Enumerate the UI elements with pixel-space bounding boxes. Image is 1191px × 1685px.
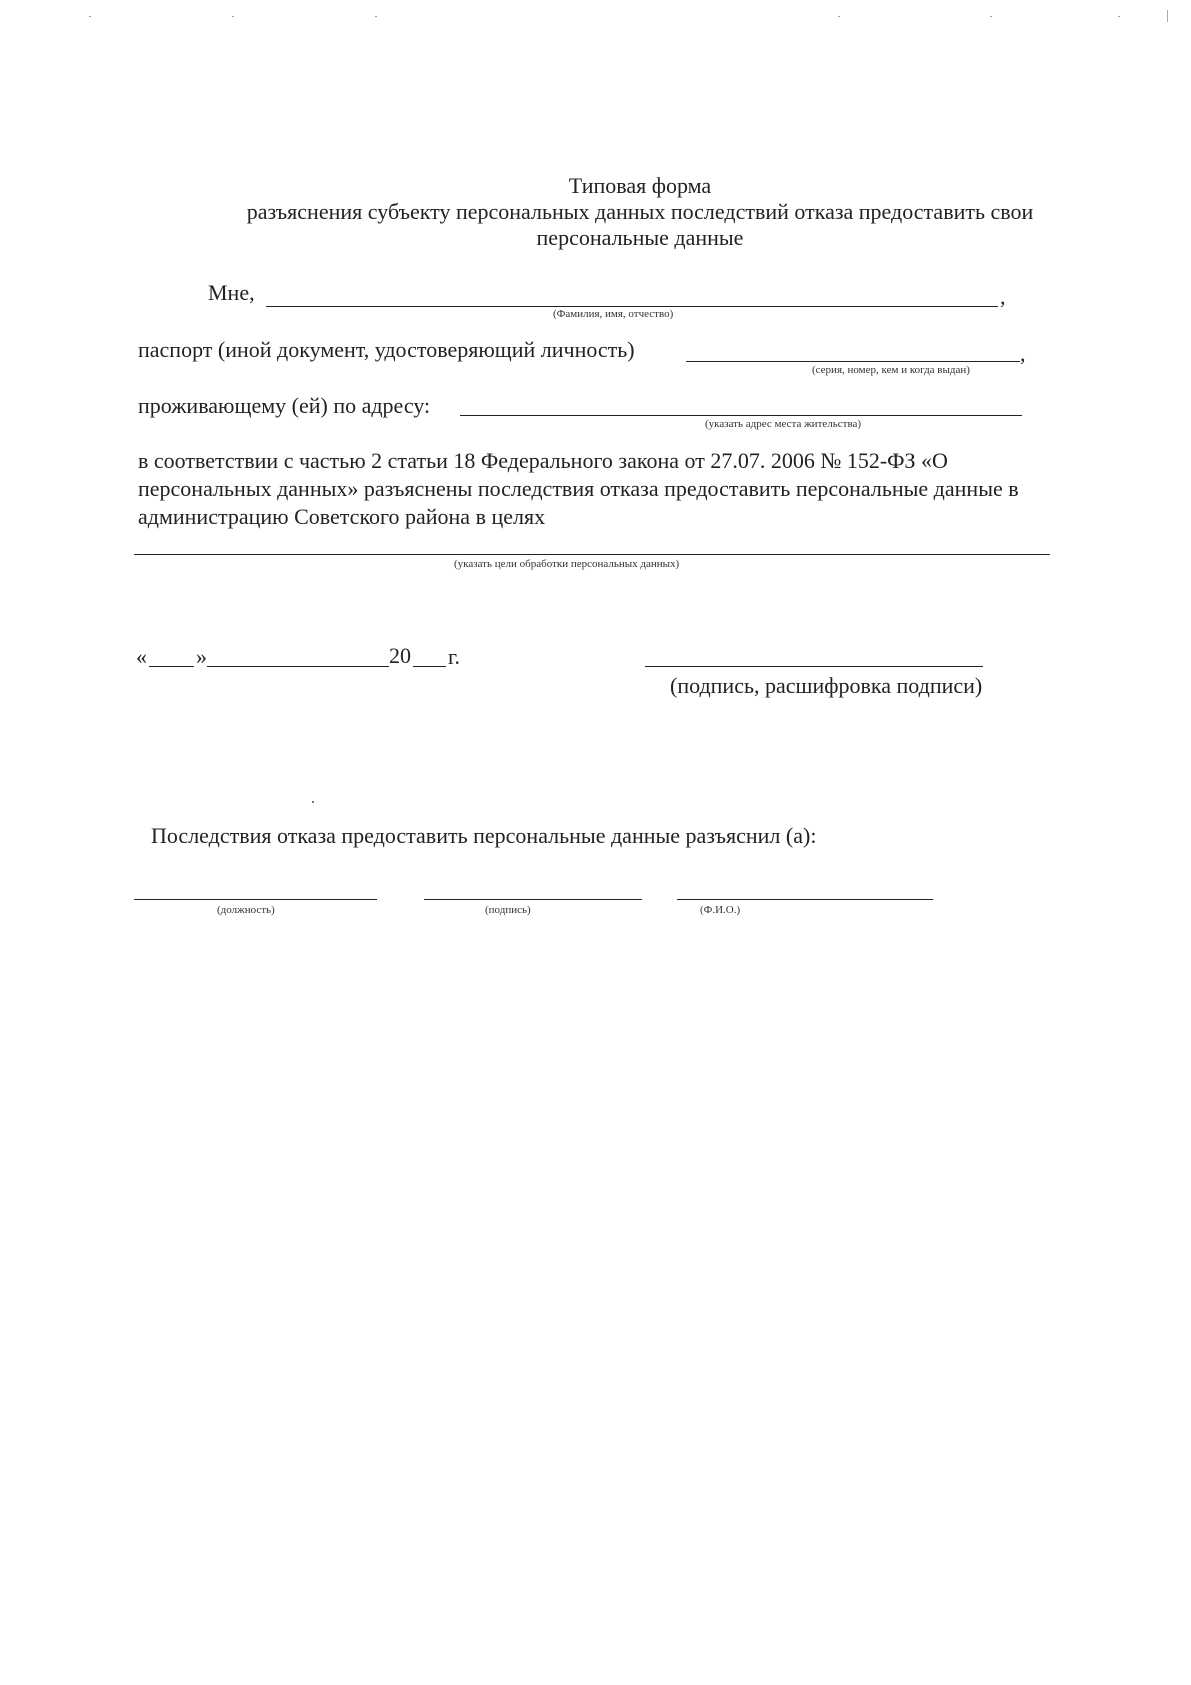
explained-by-text: Последствия отказа предоставить персональные данные разъяснил (а): (151, 823, 817, 848)
body-text-line-2: персональных данных» разъяснены последствия отказа предоставить персональные данные в (138, 476, 1019, 501)
me-comma: , (1000, 284, 1006, 309)
full-name-field-line[interactable] (266, 306, 998, 307)
date-year-prefix: 20 (389, 643, 411, 668)
scan-speck (1118, 16, 1120, 17)
title-line-3: персональные данные (536, 225, 744, 250)
address-caption: (указать адрес места жительства) (705, 418, 862, 430)
address-label: проживающему (ей) по адресу: (138, 393, 431, 418)
passport-label: паспорт (иной документ, удостоверяющий личность) (138, 337, 635, 362)
date-year-field-line[interactable] (413, 666, 446, 667)
date-year-suffix: г. (448, 644, 461, 669)
fio-caption: (Ф.И.О.) (700, 904, 741, 916)
scan-speck (838, 16, 840, 17)
title-line-1: Типовая форма (568, 173, 712, 198)
address-field-line[interactable] (460, 415, 1022, 416)
scan-speck (232, 16, 234, 17)
body-text-line-1: в соответствии с частью 2 статьи 18 Федерального закона от 27.07. 2006 № 152-ФЗ «О (138, 448, 948, 473)
date-day-field-line[interactable] (149, 666, 194, 667)
signature-field-line[interactable] (645, 666, 983, 667)
title-line-2: разъяснения субъекту персональных данных последствий отказа предоставить свои (246, 199, 1034, 224)
signature-caption: (подпись, расшифровка подписи) (670, 673, 983, 698)
purpose-caption: (указать цели обработки персональных данных) (454, 558, 680, 570)
scan-edge-mark (1167, 10, 1168, 22)
passport-comma: , (1020, 341, 1026, 366)
passport-field-line[interactable] (686, 361, 1020, 362)
date-open-quote: « (136, 644, 147, 669)
fio-field-line[interactable] (677, 899, 933, 900)
scan-speck (312, 801, 314, 803)
explainer-signature-field-line[interactable] (424, 899, 642, 900)
date-month-field-line[interactable] (207, 666, 389, 667)
scan-speck (89, 16, 91, 17)
position-field-line[interactable] (134, 899, 377, 900)
scan-speck (375, 16, 377, 17)
position-caption: (должность) (217, 904, 275, 916)
full-name-caption: (Фамилия, имя, отчество) (553, 308, 674, 320)
me-label: Мне, (208, 280, 255, 305)
purpose-field-line[interactable] (134, 554, 1050, 555)
explainer-signature-caption: (подпись) (485, 904, 531, 916)
passport-caption: (серия, номер, кем и когда выдан) (812, 364, 970, 376)
date-close-quote: » (196, 644, 207, 669)
body-text-line-3: администрацию Советского района в целях (138, 504, 546, 529)
scan-speck (990, 16, 992, 17)
